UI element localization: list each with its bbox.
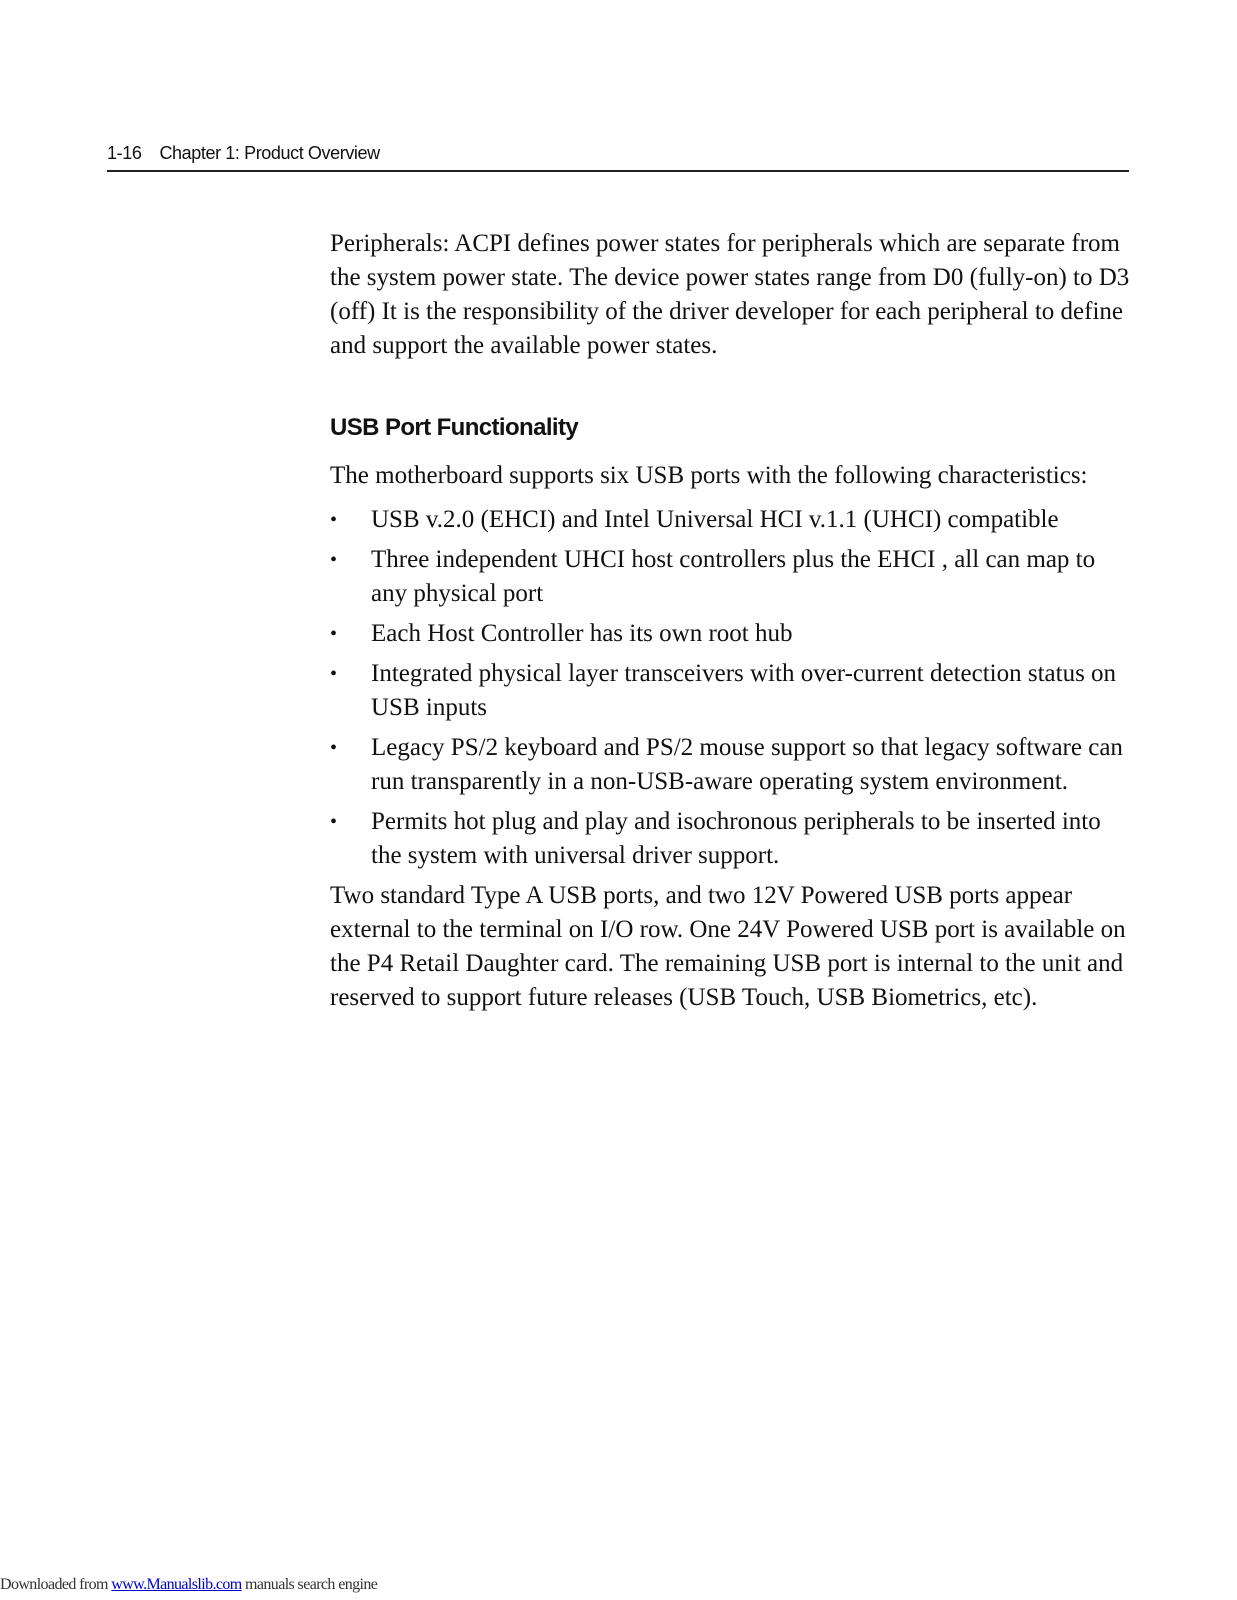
bullet-icon: • <box>330 811 338 833</box>
list-item <box>330 657 1130 725</box>
page-content <box>330 227 1130 1015</box>
bullet-icon: • <box>330 549 338 571</box>
list-item <box>330 503 1130 537</box>
lead-paragraph: The motherboard supports six USB ports with the following characteristics: <box>330 462 1088 489</box>
closing-paragraph: Two standard Type A USB ports, and two 12V Powered USB ports appear external to the terminal on I/O row. One 24V Powered USB port is available on the P4 Retail Daughter card. The remaining USB port is internal to the unit and reserved to support future releases (USB Touch, USB Biometrics, etc). <box>330 882 1126 1011</box>
list-item-text: USB v.2.0 (EHCI) and Intel Universal HCI v.1.1 (UHCI) compatible <box>371 506 1059 533</box>
bullet-icon: • <box>330 737 338 759</box>
section-heading: USB Port Functionality <box>330 414 579 441</box>
footer-prefix: Downloaded from <box>0 1576 112 1593</box>
bullet-icon: • <box>330 623 338 645</box>
download-footer <box>0 1576 377 1594</box>
manualslib-link[interactable]: www.Manualslib.com <box>111 1576 242 1593</box>
list-item-text: Three independent UHCI host controllers plus the EHCI , all can map to any physical port <box>371 546 1096 607</box>
feature-list <box>330 503 1130 873</box>
list-item-text: Permits hot plug and play and isochronous peripherals to be inserted into the system with universal driver support. <box>371 808 1101 869</box>
list-item <box>330 805 1130 873</box>
list-item <box>330 617 1130 651</box>
bullet-icon: • <box>330 509 338 531</box>
bullet-icon: • <box>330 663 338 685</box>
intro-paragraph: Peripherals: ACPI defines power states for peripherals which are separate from the system power state. The device power states range from D0 (fully-on) to D3 (off) It is the responsibility of the driver developer for each peripheral to define and support the available power states. <box>330 230 1130 359</box>
list-item <box>330 543 1130 611</box>
footer-suffix: manuals search engine <box>241 1576 378 1593</box>
list-item-text: Legacy PS/2 keyboard and PS/2 mouse support so that legacy software can run transparently in a non-USB-aware operating system environment. <box>371 734 1123 795</box>
list-item <box>330 731 1130 799</box>
chapter-title: Chapter 1: Product Overview <box>159 143 380 163</box>
page-number: 1-16 <box>107 143 142 163</box>
list-item-text: Integrated physical layer transceivers with over-current detection status on USB inputs <box>371 660 1117 721</box>
running-header <box>107 143 1129 172</box>
list-item-text: Each Host Controller has its own root hub <box>371 620 793 647</box>
